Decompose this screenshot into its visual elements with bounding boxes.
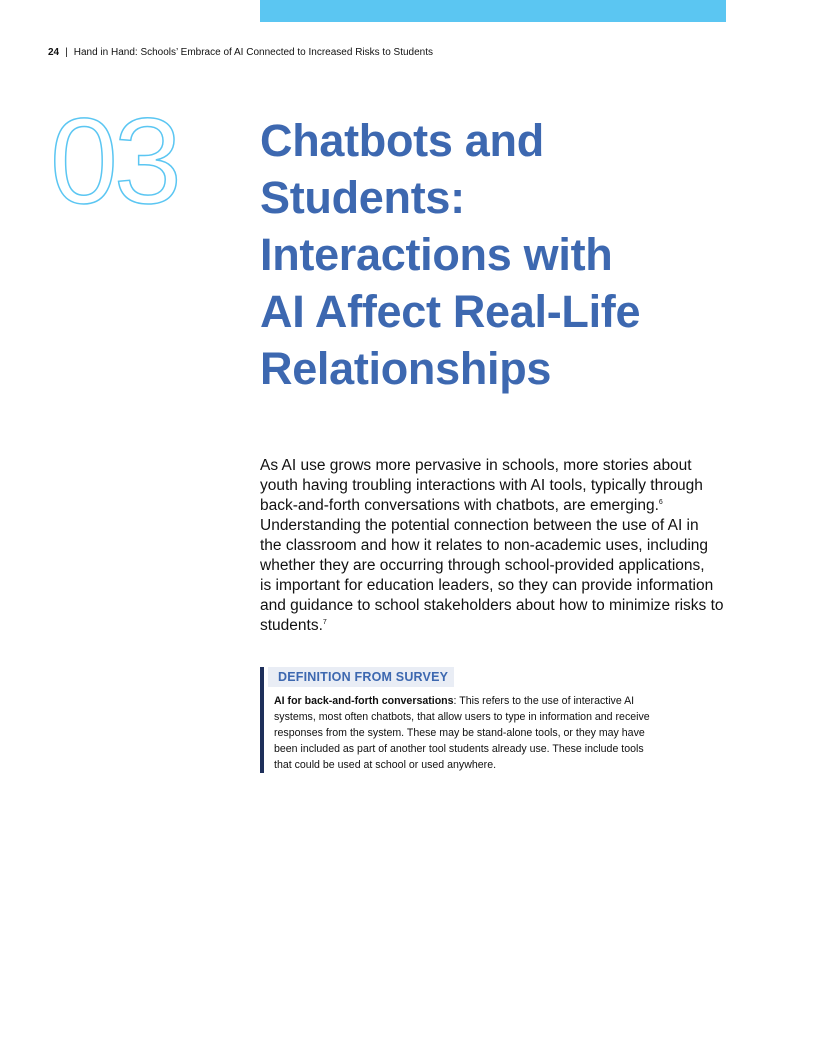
chapter-title-line: Interactions with <box>260 229 613 280</box>
intro-line <box>260 496 730 516</box>
header-separator: | <box>65 47 68 58</box>
chapter-title <box>260 112 740 397</box>
intro-paragraph <box>260 456 730 636</box>
report-title: Hand in Hand: Schools’ Embrace of AI Connected to Increased Risks to Students <box>73 47 434 58</box>
footnote-marker: 6 <box>658 499 663 506</box>
definition-line: been included as part of another tool students already use. These include tools <box>274 743 644 755</box>
chapter-title-line: Chatbots and <box>260 115 544 166</box>
intro-line: Understanding the potential connection between the use of AI in <box>260 517 699 534</box>
definition-text <box>274 693 714 773</box>
running-header <box>48 46 433 59</box>
definition-line: responses from the system. These may be stand-alone tools, or they may have <box>274 727 645 739</box>
definition-heading: DEFINITION FROM SURVEY <box>268 667 454 687</box>
definition-line: systems, most often chatbots, that allow users to type in information and receive <box>274 711 650 723</box>
intro-line: As AI use grows more pervasive in schools, more stories about <box>260 457 692 474</box>
definition-line-text: : This refers to the use of interactive AI <box>453 695 635 707</box>
definition-line <box>274 693 714 709</box>
top-accent-bar <box>260 0 726 22</box>
chapter-number: 03 <box>50 93 178 229</box>
intro-line <box>260 616 730 636</box>
page-number: 24 <box>48 47 60 58</box>
definition-callout <box>260 667 724 773</box>
intro-line: whether they are occurring through school-provided applications, <box>260 557 705 574</box>
intro-line: and guidance to school stakeholders about how to minimize risks to <box>260 597 724 614</box>
intro-line: the classroom and how it relates to non-academic uses, including <box>260 537 709 554</box>
intro-line-text: students. <box>260 617 323 634</box>
intro-line: youth having troubling interactions with AI tools, typically through <box>260 477 703 494</box>
chapter-title-line: AI Affect Real-Life <box>260 286 641 337</box>
intro-line-text: back-and-forth conversations with chatbots, are emerging. <box>260 497 659 514</box>
definition-term: AI for back-and-forth conversations <box>274 695 454 707</box>
intro-line: is important for education leaders, so they can provide information <box>260 577 714 594</box>
footnote-marker: 7 <box>322 619 327 626</box>
chapter-title-line: Relationships <box>260 343 552 394</box>
definition-line: that could be used at school or used anywhere. <box>274 759 497 771</box>
chapter-title-line: Students: <box>260 172 465 223</box>
